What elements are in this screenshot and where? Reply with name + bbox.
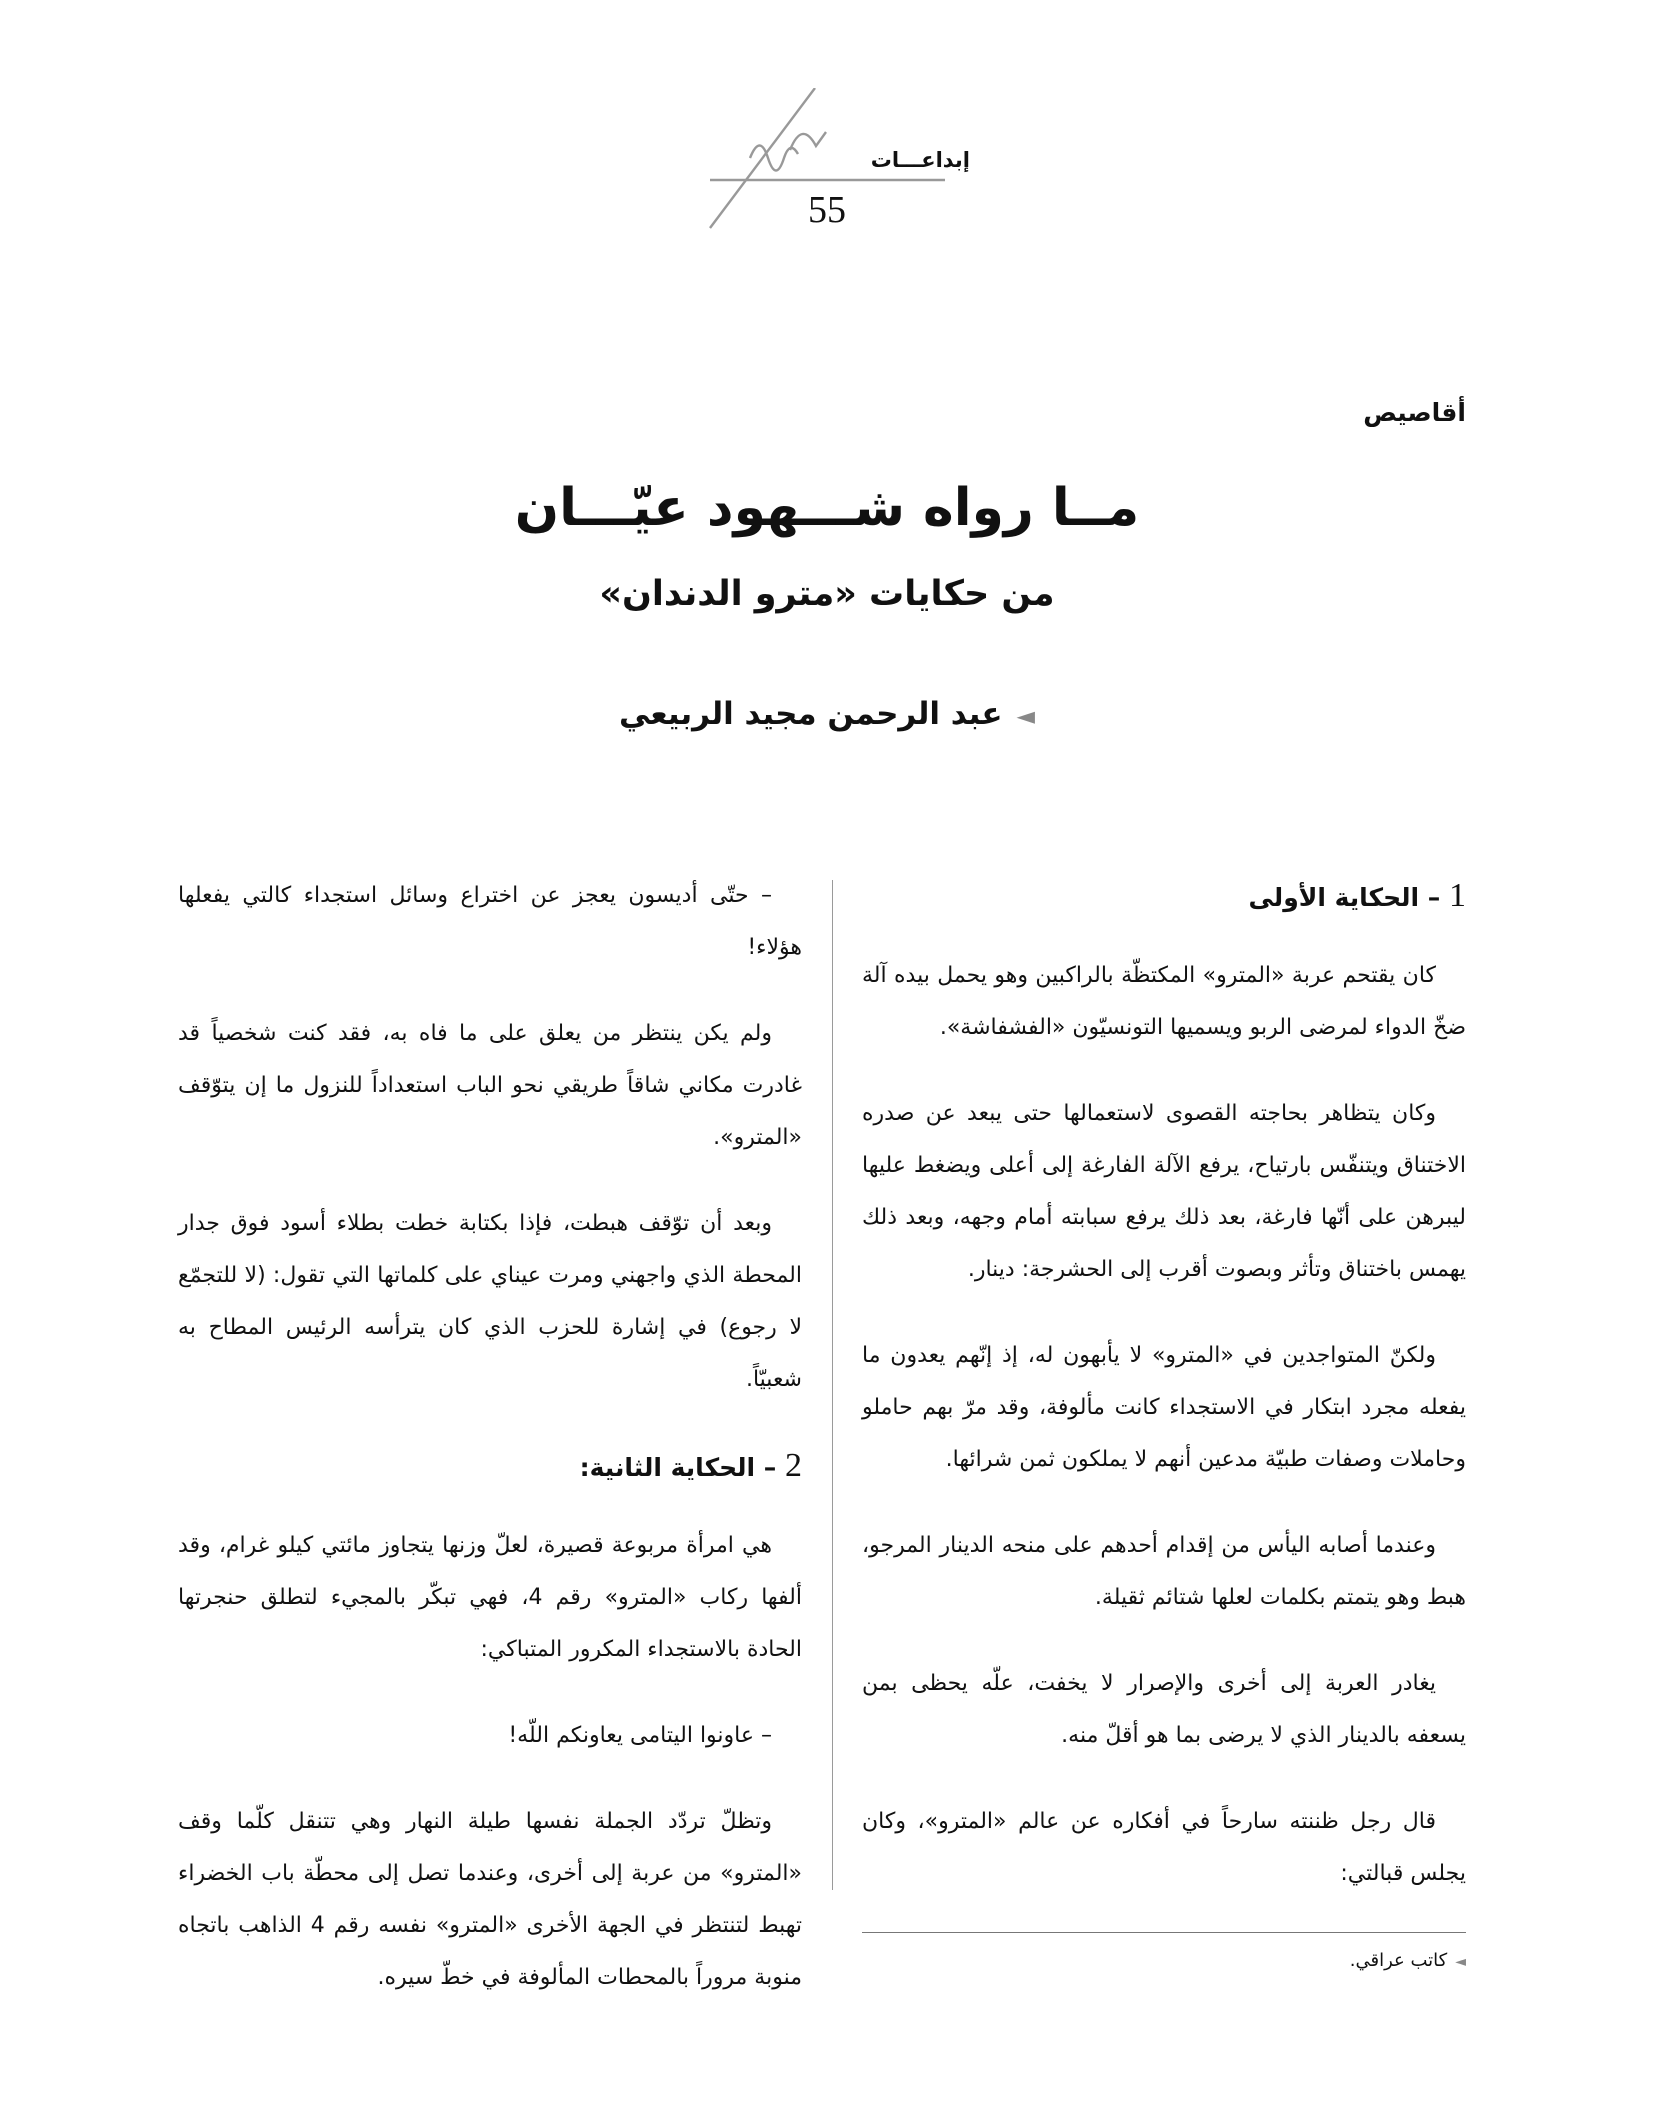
paragraph: وبعد أن توّقف هبطت، فإذا بكتابة خطت بطلاء أسود فوق جدار المحطة الذي واجهني ومرت عيناي على كلماتها التي تقول: (لا للتجمّع لا رجوع) في إشارة للحزب الذي كان يترأسه الرئيس المطاح به شعبيّاً. bbox=[178, 1211, 802, 1392]
heading-text: – الحكاية الأولى bbox=[1248, 883, 1441, 912]
section-label: إبداعـــات bbox=[870, 148, 970, 172]
column-divider bbox=[832, 880, 833, 1890]
left-column bbox=[178, 870, 802, 2038]
heading-text: – الحكاية الثانية: bbox=[579, 1453, 777, 1482]
footnote-text: كاتب عراقي. bbox=[1349, 1950, 1448, 1971]
category-label: أقاصيص bbox=[1363, 398, 1466, 427]
footnote-marker-icon: ◄ bbox=[1455, 1954, 1466, 1970]
article-subtitle: من حكايات «مترو الدندان» bbox=[599, 574, 1055, 614]
author-marker-icon: ◄ bbox=[1016, 702, 1035, 730]
page-number: 55 bbox=[808, 189, 846, 231]
paragraph: كان يقتحم عربة «المترو» المكتظّة بالراكبين وهو يحمل بيده آلة ضخّ الدواء لمرضى الربو ويسميها التونسيّون «الفشفاشة». bbox=[862, 963, 1466, 1040]
footnote bbox=[1350, 1950, 1466, 1971]
article-title: مــا رواه شـــهود عيّـــان bbox=[514, 478, 1140, 538]
page-header bbox=[690, 88, 970, 238]
paragraph: – حتّى أديسون يعجز عن اختراع وسائل استجداء كالتي يفعلها هؤلاء! bbox=[178, 883, 802, 960]
author-byline bbox=[0, 696, 1654, 732]
heading-number: 2 bbox=[785, 1447, 802, 1484]
section-heading-2 bbox=[178, 1440, 802, 1494]
author-name: عبد الرحمن مجيد الربيعي bbox=[619, 696, 1003, 732]
paragraph: وتظلّ تردّد الجملة نفسها طيلة النهار وهي تتنقل كلّما وقف «المترو» من عربة إلى أخرى، وعندما تصل إلى محطّة باب الخضراء تهبط لتنتظر في الجهة الأخرى «المترو» نفسه رقم 4 الذاهب باتجاه منوبة مروراً بالمحطات المألوفة في خطّ سيره. bbox=[178, 1809, 802, 1990]
paragraph: ولم يكن ينتظر من يعلق على ما فاه به، فقد كنت شخصياً قد غادرت مكاني شاقاً طريقي نحو الباب استعداداً للنزول ما إن يتوّقف «المترو». bbox=[178, 1021, 802, 1150]
paragraph: قال رجل ظننته سارحاً في أفكاره عن عالم «المترو»، وكان يجلس قبالتي: bbox=[862, 1809, 1466, 1886]
paragraph: هي امرأة مربوعة قصيرة، لعلّ وزنها يتجاوز مائتي كيلو غرام، وقد ألفها ركاب «المترو» رقم 4، فهي تبكّر بالمجيء لتطلق حنجرتها الحادة بالاستجداء المكرور المتباكي: bbox=[178, 1533, 802, 1662]
paragraph: يغادر العربة إلى أخرى والإصرار لا يخفت، علّه يحظى بمن يسعفه بالدينار الذي لا يرضى بما هو أقلّ منه. bbox=[862, 1671, 1466, 1748]
heading-number: 1 bbox=[1449, 877, 1466, 914]
paragraph: وعندما أصابه اليأس من إقدام أحدهم على منحه الدينار المرجو، هبط وهو يتمتم بكلمات لعلها شتائم ثقيلة. bbox=[862, 1533, 1466, 1610]
paragraph: وكان يتظاهر بحاجته القصوى لاستعمالها حتى يبعد عن صدره الاختناق ويتنفّس بارتياح، يرفع الآلة الفارغة إلى أعلى ويضغط عليها ليبرهن على أنّها فارغة، بعد ذلك يرفع سبابته أمام وجهه، وبعد ذلك يهمس باختناق وتأثر وبصوت أقرب إلى الحشرجة: دينار. bbox=[862, 1101, 1466, 1282]
right-column bbox=[862, 870, 1466, 1934]
footnote-rule bbox=[862, 1932, 1466, 1933]
paragraph: ولكنّ المتواجدين في «المترو» لا يأبهون له، إذ إنّهم يعدون ما يفعله مجرد ابتكار في الاستجداء كانت مألوفة، وقد مرّ بهم حاملو وحاملات وصفات طبيّة مدعين أنهم لا يملكون ثمن شرائها. bbox=[862, 1343, 1466, 1472]
paragraph: – عاونوا اليتامى يعاونكم اللّه! bbox=[508, 1723, 772, 1748]
section-heading-1 bbox=[862, 870, 1466, 924]
